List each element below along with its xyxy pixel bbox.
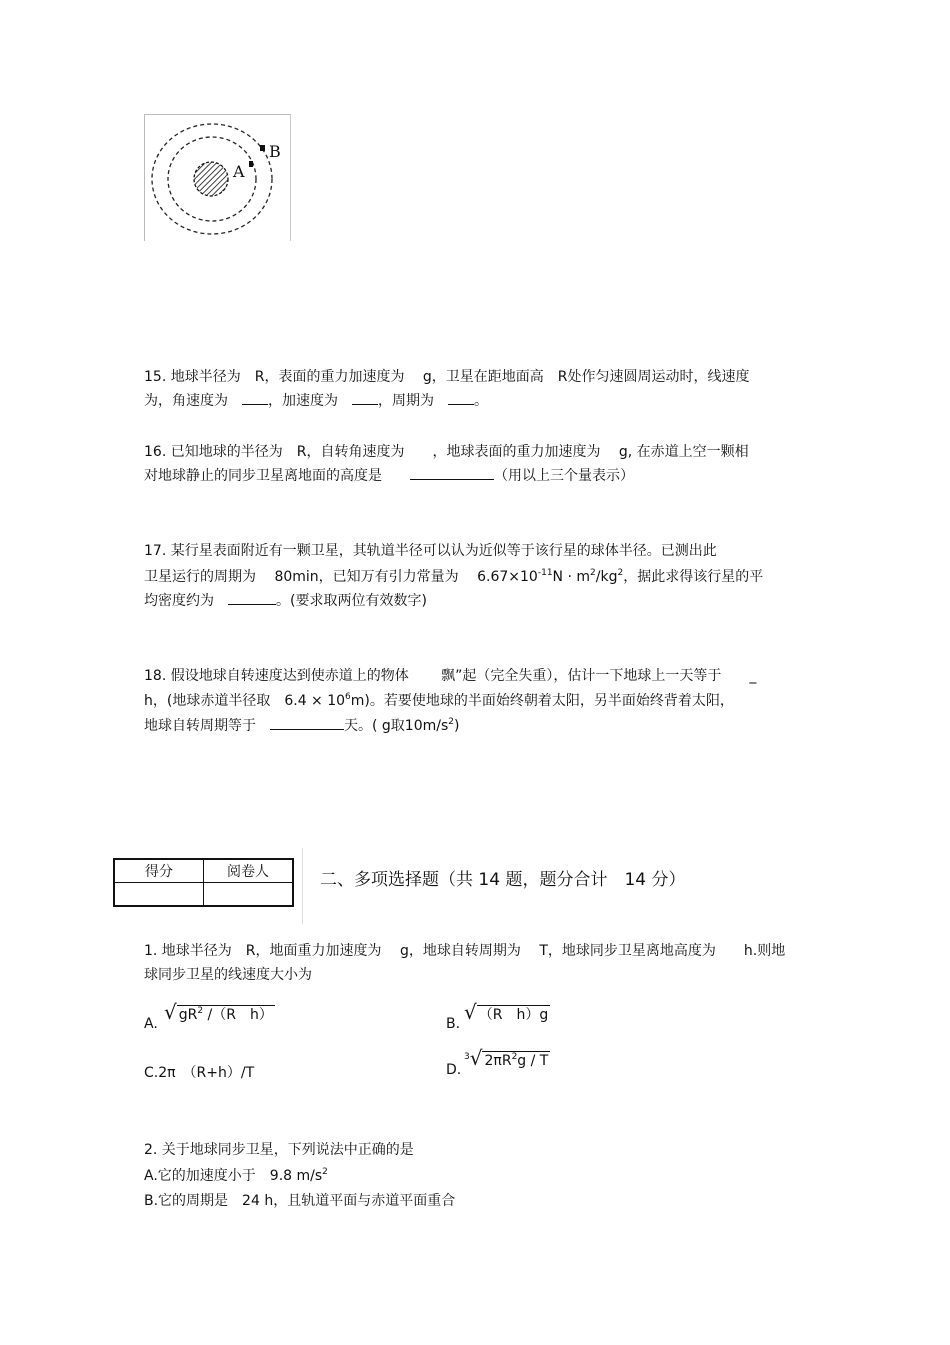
- cbrt-index: 3: [464, 1052, 470, 1062]
- q16-height-blank: [410, 467, 494, 480]
- mq1-option-d-cbrt: [464, 1046, 550, 1070]
- q15-text-b: ，加速度为: [268, 393, 352, 409]
- grader-cell: [204, 883, 294, 907]
- score-cell: [114, 883, 204, 907]
- orbit-figure: [144, 114, 291, 241]
- planet: [194, 162, 228, 196]
- q17-text-d: ，据此求得该行星的平: [623, 569, 764, 585]
- q18-exp2: 2: [448, 717, 454, 727]
- mq1-line2: 球同步卫星的线速度大小为: [144, 967, 312, 983]
- q18-line2: [144, 689, 734, 713]
- q17-text-f: 。(要求取两位有效数字): [276, 593, 427, 609]
- q15-line1: 15. 地球半径为 R，表面的重力加速度为 g，卫星在距地面高 R处作匀速圆周运动时，线速度: [144, 369, 750, 385]
- q15-acceleration-blank: [352, 392, 378, 405]
- q16-text-a: 对地球静止的同步卫星离地面的高度是: [144, 468, 410, 484]
- q17-text-b: N · m: [552, 569, 591, 585]
- q18-text-a: h，(地球赤道半径取 6.4 × 10: [144, 693, 346, 709]
- q15-text-c: ，周期为: [378, 393, 448, 409]
- q18-text-c: 地球自转周期等于: [144, 718, 270, 734]
- orbit-diagram: [145, 115, 290, 241]
- q15-line2: [144, 389, 488, 413]
- q17-line1: 17. 某行星表面附近有一颗卫星，其轨道半径可以认为近似等于该行星的球体半径。已测出此: [144, 543, 717, 559]
- mq1-option-a-radicand: $gR^2$ /（R h）: [178, 1006, 273, 1023]
- q18-period-blank: [270, 717, 344, 730]
- mq1-option-b-radicand: （R h）g: [478, 1007, 549, 1023]
- q17-text-e: 均密度约为: [144, 593, 228, 609]
- grader-header: 阅卷人: [204, 859, 294, 883]
- q18-text-e: ): [454, 718, 460, 734]
- satellite-a-marker: [249, 161, 253, 167]
- q18-line1: 18. 假设地球自转速度达到使赤道上的物体 飘”起（完全失重），估计一下地球上一天等于 _: [144, 668, 757, 684]
- mq2-option-b: B.它的周期是 24 h，且轨道平面与赤道平面重合: [144, 1193, 456, 1209]
- q16-text-b: （用以上三个量表示）: [494, 468, 634, 484]
- q17-text-c: /kg: [595, 569, 618, 585]
- q17-exp3: 2: [617, 568, 624, 578]
- figure-label-a: A: [233, 162, 245, 181]
- mq1-option-a-sqrt: [164, 1000, 275, 1024]
- q15-text-end: 。: [474, 393, 488, 409]
- q18-text-b: m)。若要使地球的半面始终朝着太阳，另半面始终背着太阳，: [350, 693, 734, 709]
- q17-line3: [144, 589, 427, 613]
- sqrt-sign: √: [464, 1000, 477, 1024]
- q17-text-a: 卫星运行的周期为 80min，已知万有引力常量为 6.67×10: [144, 569, 538, 585]
- q15-angular-velocity-blank: [242, 392, 268, 405]
- mq1-option-b-label: B.: [446, 1016, 461, 1032]
- q15-text-a: 为，角速度为: [144, 393, 242, 409]
- mq1-option-d-radicand: $2\pi R^2g$ / T: [484, 1052, 549, 1069]
- figure-label-b: B: [269, 142, 281, 161]
- q15-period-blank: [448, 392, 474, 405]
- satellite-b-marker: [260, 145, 265, 151]
- q17-exp1: -11: [537, 568, 553, 578]
- score-header: 得分: [114, 859, 204, 883]
- sqrt-sign: √: [469, 1046, 483, 1070]
- q17-density-blank: [228, 592, 276, 605]
- q16-line2: [144, 464, 634, 488]
- score-table: [113, 858, 294, 907]
- q16-line1: 16. 已知地球的半径为 R，自转角速度为 ，地球表面的重力加速度为 g, 在赤道上空一颗相: [144, 444, 749, 460]
- mq1-option-b-sqrt: [464, 1000, 550, 1024]
- q17-line2: [144, 565, 763, 589]
- mq1-option-a-label: A.: [144, 1016, 158, 1032]
- mq2-option-a: A.它的加速度小于 9.8 $m/s^2$: [144, 1167, 328, 1184]
- q17-exp2: 2: [590, 568, 596, 578]
- mq1-option-d-label: D.: [446, 1062, 462, 1078]
- mq2-line1: 2. 关于地球同步卫星，下列说法中正确的是: [144, 1142, 414, 1158]
- q18-exp: 6: [345, 692, 351, 702]
- mq1-line1: 1. 地球半径为 R，地面重力加速度为 g，地球自转周期为 T，地球同步卫星离地高度为 h.则地: [144, 943, 786, 959]
- q18-text-d: 天。( g取10m/s: [344, 718, 449, 734]
- section2-heading: 二、多项选择题（共 14 题，题分合计 14 分）: [320, 870, 686, 890]
- mq1-option-c: C.2π （R+h）/T: [144, 1065, 255, 1081]
- q18-line3: [144, 714, 459, 738]
- sqrt-sign: √: [164, 1000, 177, 1024]
- section-divider: [302, 848, 303, 924]
